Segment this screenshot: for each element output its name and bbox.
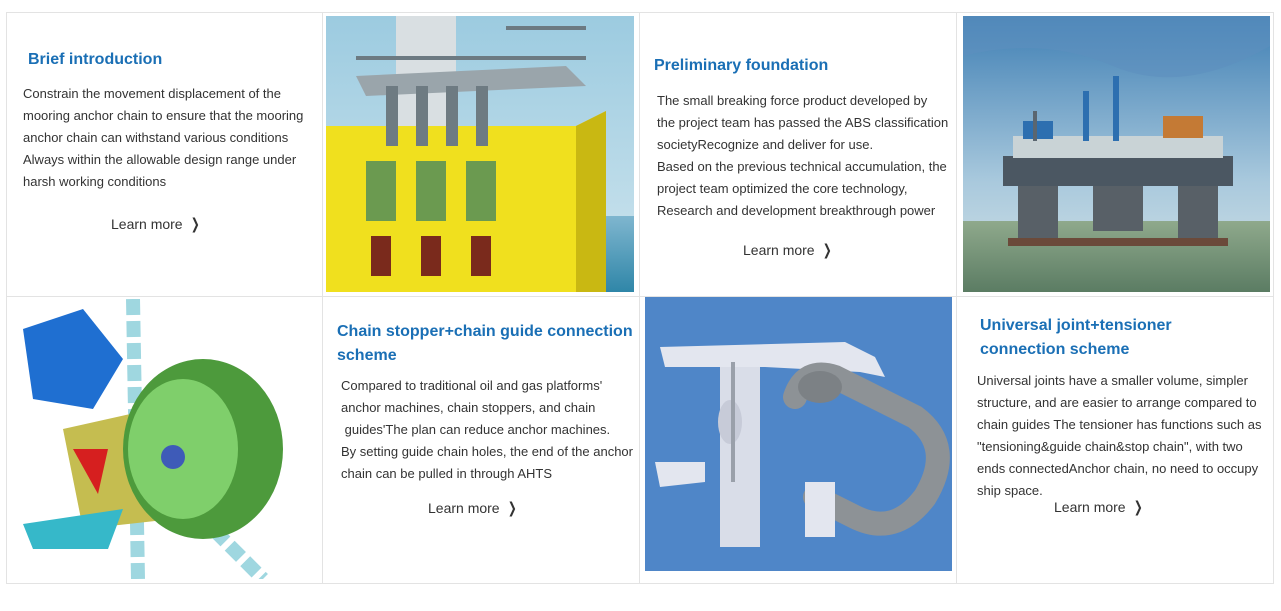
- desc-line: By setting guide chain holes, the end of the anchor: [341, 444, 633, 459]
- learn-more-link[interactable]: [428, 500, 518, 516]
- chevron-right-icon: ❯: [822, 241, 832, 259]
- desc-line: Always within the allowable design range under: [23, 152, 297, 167]
- image-cell: [957, 12, 1274, 297]
- card-description: [657, 90, 948, 222]
- learn-more-link[interactable]: [1054, 499, 1144, 515]
- title-line: connection scheme: [980, 341, 1130, 358]
- desc-line: ship space.: [977, 483, 1043, 498]
- desc-line: anchor chain can withstand various conditions: [23, 130, 289, 145]
- desc-line: societyRecognize and deliver for use.: [657, 137, 874, 152]
- desc-line: Based on the previous technical accumulation, the: [657, 159, 947, 174]
- image-cell: [640, 297, 957, 584]
- learn-more-label: Learn more: [743, 242, 815, 258]
- desc-line: the project team has passed the ABS classification: [657, 115, 949, 130]
- desc-line: Universal joints have a smaller volume, simpler: [977, 373, 1248, 388]
- card-preliminary-foundation: [640, 12, 957, 297]
- desc-line: Constrain the movement displacement of the: [23, 86, 281, 101]
- desc-line: chain can be pulled in through AHTS: [341, 466, 553, 481]
- learn-more-label: Learn more: [428, 500, 500, 516]
- card-title: [980, 314, 1172, 362]
- chevron-right-icon: ❯: [190, 215, 200, 233]
- desc-line: structure, and are easier to arrange compared to: [977, 395, 1257, 410]
- card-description: [977, 370, 1262, 502]
- universal-joint-3d-model-image: [645, 297, 952, 571]
- desc-line: mooring anchor chain to ensure that the mooring: [23, 108, 304, 123]
- title-line: Universal joint+tensioner: [980, 317, 1172, 334]
- title-line: Chain stopper+chain guide connection: [337, 323, 633, 340]
- semi-submersible-platform-image: [963, 16, 1270, 292]
- product-grid: [6, 12, 1274, 584]
- card-title: Preliminary foundation: [654, 57, 829, 74]
- desc-line: chain guides The tensioner has functions such as: [977, 417, 1262, 432]
- card-universal-joint-tensioner: [957, 297, 1274, 584]
- chevron-right-icon: ❯: [1133, 498, 1143, 516]
- chain-stopper-platform-image: [326, 16, 634, 292]
- card-description: [341, 375, 633, 485]
- desc-line: Research and development breakthrough power: [657, 203, 936, 218]
- image-cell: [323, 12, 640, 297]
- card-chain-stopper-chain-guide: [323, 297, 640, 584]
- learn-more-label: Learn more: [111, 216, 183, 232]
- desc-line: guides'The plan can reduce anchor machines.: [341, 422, 611, 437]
- desc-line: anchor machines, chain stoppers, and chain: [341, 400, 596, 415]
- desc-line: harsh working conditions: [23, 174, 167, 189]
- card-title: [337, 320, 633, 368]
- desc-line: ends connectedAnchor chain, no need to occupy: [977, 461, 1259, 476]
- chain-stopper-3d-model-image: [13, 299, 313, 579]
- learn-more-label: Learn more: [1054, 499, 1126, 515]
- learn-more-link[interactable]: [111, 216, 201, 232]
- desc-line: Compared to traditional oil and gas platforms': [341, 378, 603, 393]
- desc-line: project team optimized the core technology,: [657, 181, 908, 196]
- title-line: scheme: [337, 347, 397, 364]
- image-cell: [6, 297, 323, 584]
- card-description: [23, 83, 303, 193]
- desc-line: The small breaking force product developed by: [657, 93, 928, 108]
- card-brief-introduction: [6, 12, 323, 297]
- chevron-right-icon: ❯: [507, 499, 517, 517]
- desc-line: "tensioning&guide chain&stop chain", with two: [977, 439, 1243, 454]
- learn-more-link[interactable]: [743, 242, 833, 258]
- card-title: Brief introduction: [28, 51, 163, 68]
